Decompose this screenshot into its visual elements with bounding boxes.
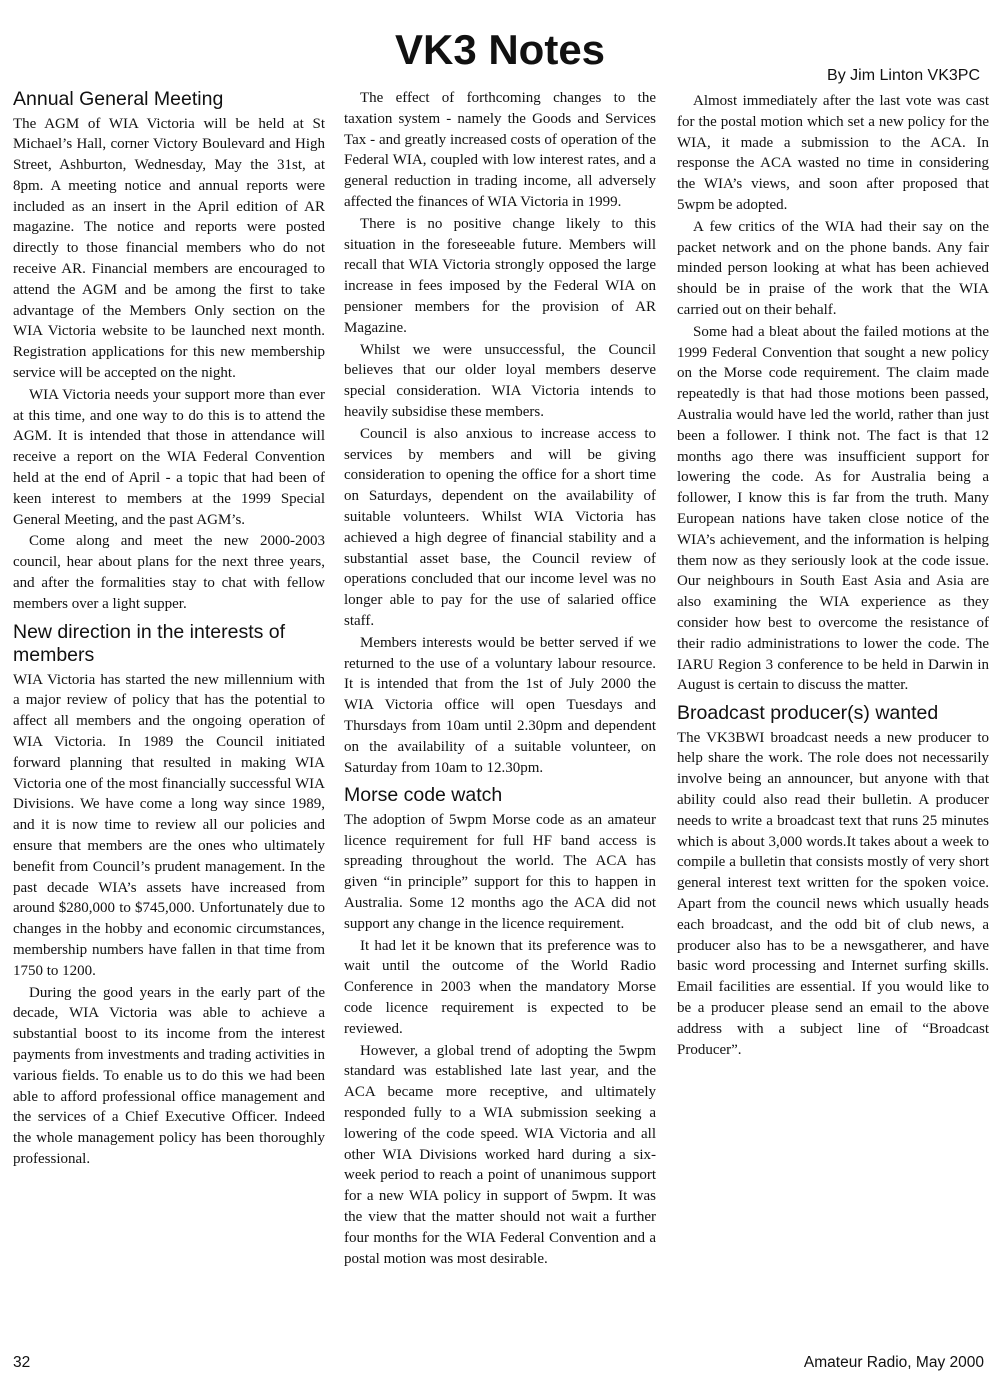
paragraph: The effect of forthcoming changes to the taxation system - namely the Goods and Services Tax - and greatly increased costs of operation of the Federal WIA, coupled with low interest rates, and a general reduction in trading income, all adversely affected the finances of WIA Victoria in 1999. [344,90,656,210]
paragraph: Almost immediately after the last vote was cast for the postal motion which set a new policy for the WIA, it made a submission to the ACA. In response the ACA wasted no time in considering the WIA’s views, and soon after proposed that 5wpm be adopted. [677,93,989,213]
paragraph: A few critics of the WIA had their say on the packet network and on the phone bands. Any fair minded person looking at what has been achieved should be in praise of the work that the WIA carried out on their behalf. [677,218,989,318]
paragraph: WIA Victoria needs your support more than ever at this time, and one way to do this is to attend the AGM. It is intended that those in attendance will receive a report on the WIA Federal Convention held at the end of April - a topic that had been of keen interest to members at the 1999 Special General Meeting, and the past AGM’s. [13,386,325,528]
paragraph: There is no positive change likely to this situation in the foreseeable future. Members will recall that WIA Victoria strongly opposed the large increase in fees imposed by the Federal WIA on pensioner members for the provision of AR Magazine. [344,215,656,336]
paragraph: However, a global trend of adopting the 5wpm standard was established late last year, and the ACA became more receptive, and ultimately responded fully to a WIA submission seeking a lowering of the code speed. WIA Victoria and all other WIA Divisions worked hard during a six-week period to reach a point of unanimous support for a new WIA policy in support of 5wpm. It was the view that the matter should not wait a further four months for the WIA Federal Convention and a postal motion was most desirable. [344,1042,656,1267]
page-number: 32 [13,1354,31,1371]
publication-footer: Amateur Radio, May 2000 [803,1354,984,1371]
paragraph: The AGM of WIA Victoria will be held at St Michael’s Hall, corner Victory Boulevard and High Street, Ashburton, Wednesday, May the 31st, at 8pm. A meeting notice and annual reports were included as an insert in the April edition of AR magazine. The notice and reports were posted directly to those financial members who do not receive AR. Financial members are encouraged to attend the AGM and be among the first to take advantage of the Members Only section on the WIA Victoria website to be launched next month. Registration applications for this new membership service will be accepted on the night. [13,115,325,382]
article-column-3 [677,91,989,1346]
paragraph: The VK3BWI broadcast needs a new producer to help share the work. The role does not necessarily involve being an announcer, but anyone with that ability could also read their bulletin. A producer needs to write a broadcast text that runs 25 minutes which is about 3,000 words.It takes about a week to compile a bulletin that consists mostly of very short general interest text written for the spoken voice. Apart from the council news which usually heads each broadcast, and the odd bit of club news, a producer also has to be a newsgatherer, and have basic word processing and Internet surfing skills. Email facilities are essential. If you would like to be a producer please send an email to the above address with a subject line of “Broadcast Producer”. [677,729,989,1058]
paragraph: During the good years in the early part of the decade, WIA Victoria was able to achieve a substantial boost to its income from the interest payments from investments and trading activities in various fields. To enable us to do this we had been able to afford professional office management and the services of a Chief Executive Officer. Indeed the whole management policy has been thoroughly professional. [13,984,325,1167]
article-column-2 [344,88,656,1343]
author-byline: By Jim Linton VK3PC [827,67,980,84]
section-heading-agm: Annual General Meeting [13,88,224,110]
paragraph: Some had a bleat about the failed motions at the 1999 Federal Convention that sought a new policy on the Morse code requirement. The claim made repeatedly is that had those motions been passed, Australia would have led the world, rather than just been a follower. I think not. The fact is that 12 months ago there was insufficient support for lowering the code. As for Australia being a follower, I know this is far from the truth. Many European nations have taken close notice of the WIA’s achievement, and the information is helping them now as they seriously look at the code issue. Our neighbours in South East Asia and Asia are also examining the WIA experience as they consider how best to overcome the resistance of their radio administrations to lower the code. The IARU Region 3 conference to be held in Darwin in August is certain to discuss the matter. [677,323,989,694]
paragraph: Whilst we were unsuccessful, the Council believes that our older loyal members deserve special consideration. WIA Victoria intends to heavily subsidise these members. [344,341,656,420]
article-column-1 [13,88,325,1343]
paragraph: It had let it be known that its preference was to wait until the outcome of the World Radio Conference in 2003 when the mandatory Morse code licence requirement is expected to be reviewed. [344,937,656,1037]
section-heading-new-direction: New direction in the interests of members [13,620,286,667]
paragraph: Council is also anxious to increase access to services by members and will be giving consideration to opening the office for a short time on Saturdays, dependent on the availability of suitable volunteers. Whilst WIA Victoria has achieved a high degree of financial stability and a substantial asset base, the Council review of operations concluded that our income level was no longer able to pay for the use of salaried office staff. [344,425,656,629]
paragraph: The adoption of 5wpm Morse code as an amateur licence requirement for full HF band access is spreading throughout the world. The ACA has given “in principle” support for this to happen in Australia. Some 12 months ago the ACA did not support any change in the licence requirement. [344,811,656,932]
paragraph: Come along and meet the new 2000-2003 council, hear about plans for the next three years, and after the formalities stay to chat with fellow members over a light supper. [13,533,325,612]
section-heading-broadcast: Broadcast producer(s) wanted [677,702,939,725]
section-heading-morse: Morse code watch [344,784,503,807]
page-title: VK3 Notes [394,26,606,73]
paragraph: Members interests would be better served if we returned to the use of a voluntary labour resource. It is intended that from the 1st of July 2000 the WIA Victoria office will open Tuesdays and Thursdays from 10am until 2.30pm and dependent on the availability of a suitable volunteer, on Saturday from 10am to 12.30pm. [344,634,656,776]
paragraph: WIA Victoria has started the new millennium with a major review of policy that has the potential to affect all members and the ongoing operation of WIA Victoria. In 1989 the Council initiated forward planning that resulted in making WIA Victoria one of the most financially successful WIA Divisions. We have come a long way since 1989, and it is now time to review all our policies and ensure that members are the ones who ultimately benefit from Council’s prudent management. In the past decade WIA’s assets have increased from around $280,000 to $745,000. Unfortunately due to changes in the hobby and economic circumstances, membership numbers have fallen in that time from 1750 to 1200. [13,671,325,979]
